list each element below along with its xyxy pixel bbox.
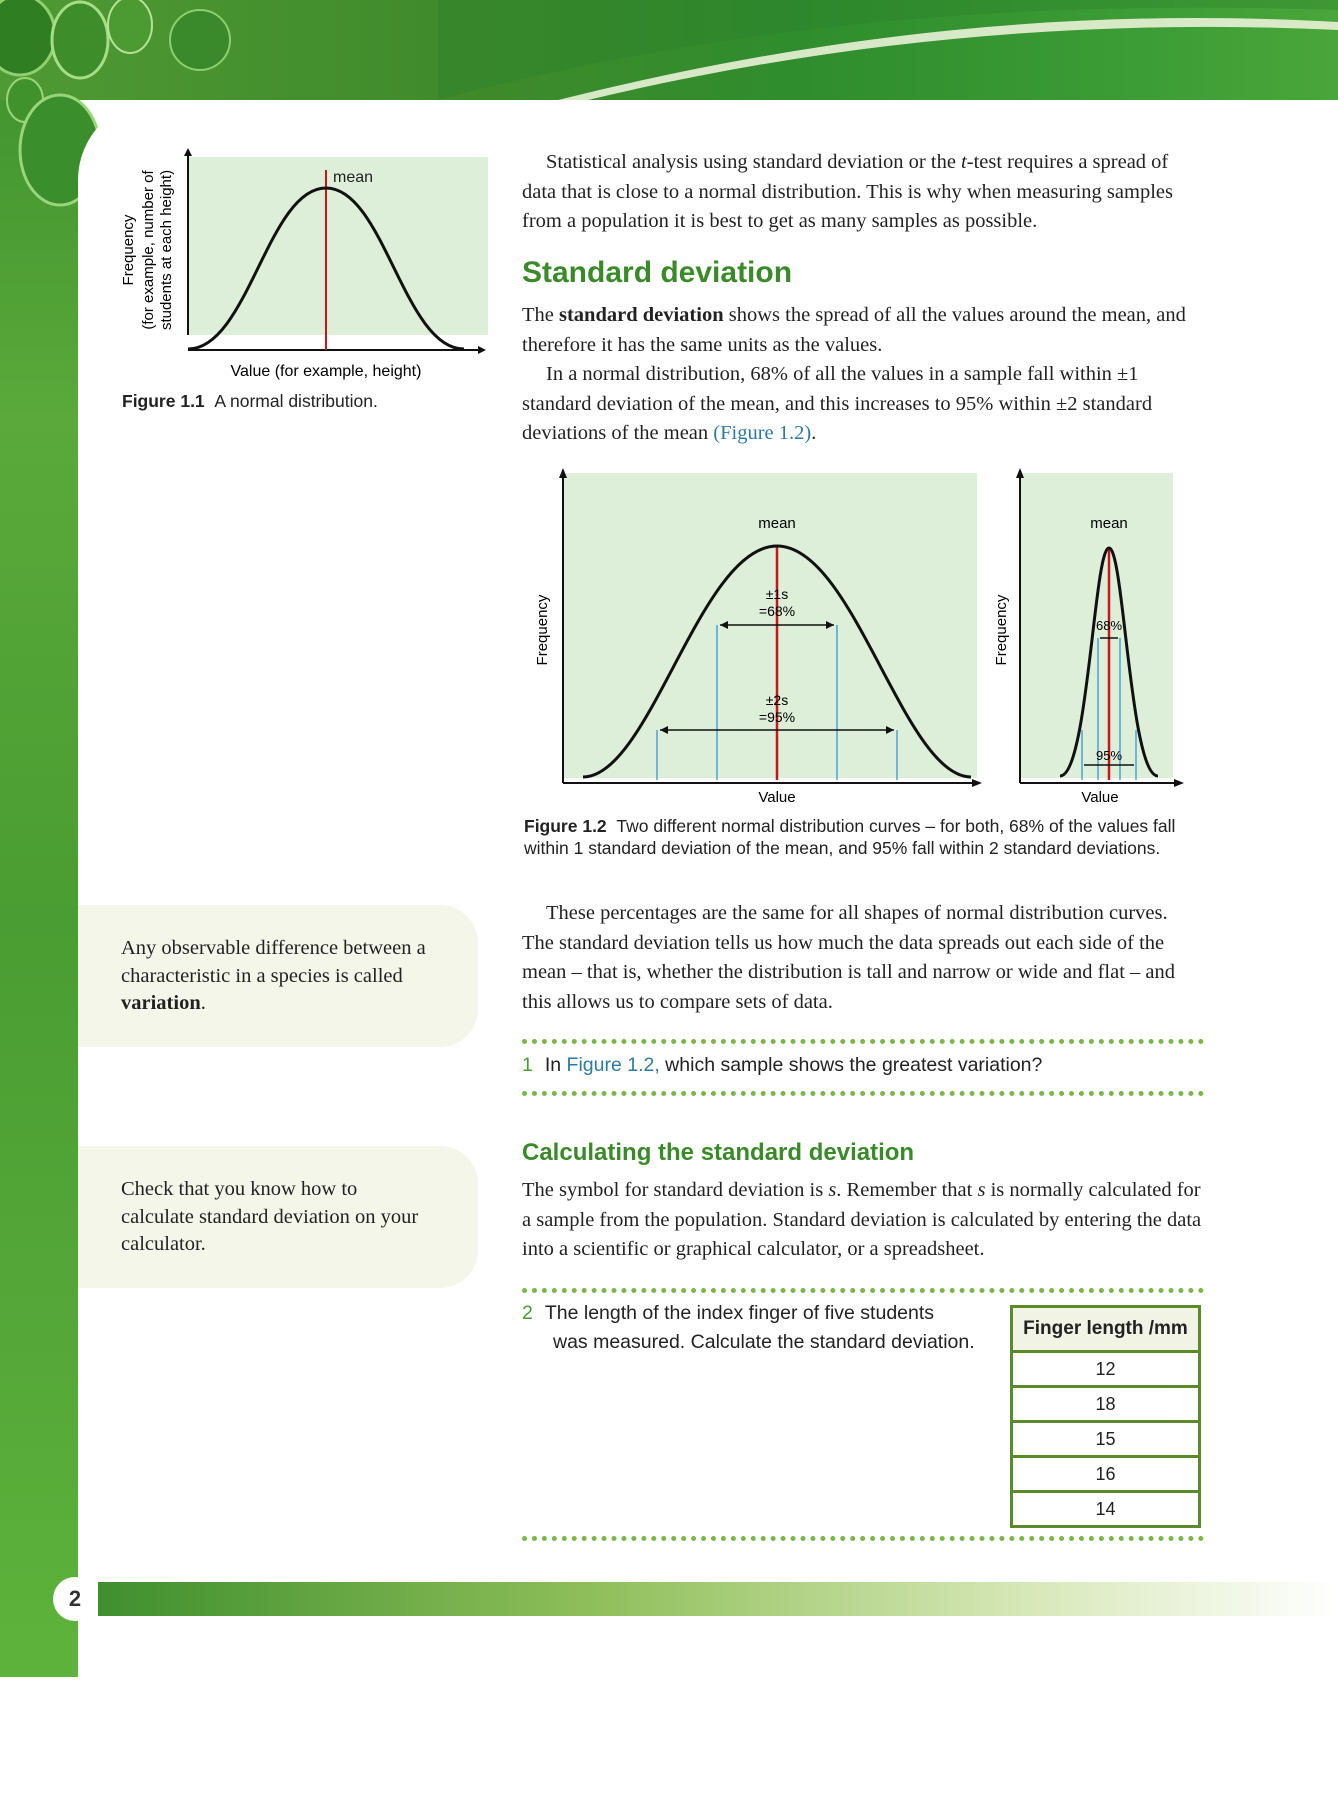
y-axis-label: Frequency: [993, 594, 1010, 666]
figure-1-2-left-chart: [530, 468, 990, 808]
finger-length-table: [1010, 1305, 1201, 1528]
y-axis-label-line1: Frequency: [120, 214, 137, 286]
caption-label: Figure 1.2: [524, 816, 607, 836]
table-cell: 18: [1013, 1388, 1198, 1423]
figure-1-1-caption: [122, 390, 378, 412]
mean-label: mean: [1090, 515, 1128, 532]
intro-text-a: Statistical analysis using standard deviation or the: [546, 151, 962, 173]
question-1-text-a: In: [544, 1054, 567, 1076]
calc-paragraph: [522, 1176, 1202, 1265]
dotted-divider: [522, 1536, 1204, 1541]
question-1-text-b: which sample shows the greatest variation?: [659, 1054, 1043, 1076]
sd-p1-b: shows the spread of all the values around the mean, and therefore it has the same units as the values.: [522, 304, 1186, 356]
mean-label: mean: [758, 515, 796, 532]
x-axis-label: Value: [1081, 789, 1119, 806]
note-variation-b: .: [200, 992, 206, 1014]
figure-1-1-chart: [108, 140, 488, 390]
x-axis-label: Value: [758, 789, 796, 806]
dotted-divider: [522, 1039, 1204, 1044]
question-1: [522, 1051, 1042, 1080]
intro-text-b: -test requires a spread of data that is close to a normal distribution. This is why when measuring samples from a population it is best to get as many samples as possible.: [522, 151, 1173, 232]
table-row: [1013, 1458, 1198, 1493]
question-2: [522, 1299, 975, 1357]
x-axis-arrow: [1174, 779, 1184, 787]
question-2-line2: was measured. Calculate the standard deviation.: [553, 1331, 975, 1353]
figure-1-2-right-chart: [990, 468, 1190, 808]
calc-s2: s: [977, 1179, 986, 1201]
note-variation-a: Any observable difference between a characteristic in a species is called: [121, 937, 426, 987]
figure-1-2-link[interactable]: Figure 1.2,: [566, 1054, 660, 1076]
note-calc-text: Check that you know how to calculate standard deviation on your calculator.: [121, 1178, 419, 1255]
table-row: [1013, 1353, 1198, 1388]
heading-calculating-sd: Calculating the standard deviation: [522, 1139, 915, 1166]
dotted-divider: [522, 1091, 1204, 1096]
dotted-divider: [522, 1288, 1204, 1293]
figure-1-2-caption: [524, 815, 1214, 859]
x-axis-label: Value (for example, height): [230, 363, 422, 380]
y-axis-label-line2: (for example, number of: [140, 170, 157, 330]
table-cell: 16: [1013, 1458, 1198, 1493]
caption-text: A normal distribution.: [214, 391, 378, 411]
percentages-paragraph: These percentages are the same for all shapes of normal distribution curves. The standard deviation tells us how much the data spreads out each side of the mean – that is, whether the distribution is tall and narrow or wide and flat – and this allows us to compare sets of data.: [522, 902, 1175, 1013]
table-row: [1013, 1493, 1198, 1525]
calc-p-b: . Remember that: [836, 1179, 978, 1201]
s1-label-line2: =68%: [758, 603, 796, 619]
table-row: [1013, 1423, 1198, 1458]
mean-label: mean: [333, 169, 374, 186]
caption-line2: within 1 standard deviation of the mean, and 95% fall within 2 standard deviations.: [524, 838, 1161, 858]
caption-label: Figure 1.1: [122, 391, 205, 411]
question-1-number: 1: [522, 1054, 533, 1076]
intro-t: t: [961, 151, 967, 173]
label-95: 95%: [1095, 748, 1123, 763]
note-box-calculator: [78, 1146, 478, 1288]
figure-1-2-link[interactable]: (Figure 1.2): [713, 422, 812, 444]
s2-label-line2: =95%: [758, 709, 796, 725]
calc-s1: s: [828, 1179, 837, 1201]
y-axis-label: Frequency: [534, 594, 551, 666]
sd-paragraph-2: [522, 360, 1202, 449]
caption-line1: Two different normal distribution curves – for both, 68% of the values fall: [616, 816, 1176, 836]
top-banner-sweep: [438, 0, 1338, 100]
sd-paragraph-1: [522, 301, 1202, 360]
sd-p1-a: The: [522, 304, 559, 326]
question-2-line1: The length of the index finger of five students: [544, 1302, 935, 1324]
table-cell: 12: [1013, 1353, 1198, 1388]
question-2-number: 2: [522, 1302, 533, 1324]
sd-p1-bold: standard deviation: [559, 304, 724, 326]
s2-label-line1: ±2s: [765, 692, 789, 708]
calc-p-c: is normally calculated for a sample from the population. Standard deviation is calculated by entering the data into a scientific or graphical calculator, or a spreadsheet.: [522, 1179, 1202, 1260]
table-row: [1013, 1388, 1198, 1423]
y-axis-arrow: [184, 148, 192, 156]
sd-p2-end: .: [811, 422, 817, 444]
table-header: Finger length /mm: [1013, 1308, 1198, 1353]
note-box-variation: [78, 905, 478, 1047]
y-axis-label-line3: students at each height): [158, 169, 175, 331]
x-axis-arrow: [478, 346, 486, 354]
page-number: 2: [53, 1577, 97, 1621]
calc-p-a: The symbol for standard deviation is: [522, 1179, 829, 1201]
heading-standard-deviation: Standard deviation: [522, 256, 793, 289]
label-68: 68%: [1095, 618, 1123, 633]
table-cell: 15: [1013, 1423, 1198, 1458]
table-cell: 14: [1095, 1498, 1116, 1519]
footer-bar: [98, 1582, 1338, 1616]
s1-label-line1: ±1s: [765, 586, 789, 602]
note-variation-bold: variation: [121, 992, 201, 1014]
sd-p2-a: In a normal distribution, 68% of all the values in a sample fall within ±1 standard deviation of the mean, and this increases to 95% within ±2 standard deviations of the mean: [522, 363, 1153, 444]
x-axis-arrow: [972, 779, 982, 787]
intro-paragraph: [522, 148, 1202, 237]
note-variation-text: [121, 935, 451, 1018]
